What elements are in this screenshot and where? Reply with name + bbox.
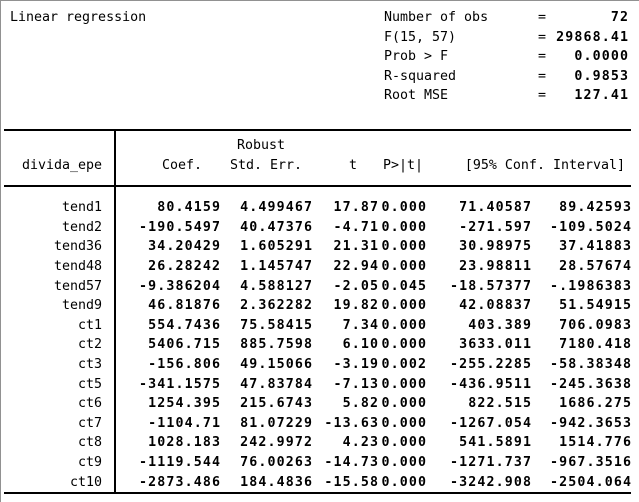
cell-stderr: 885.7598 (240, 337, 314, 353)
cell-ci-upper: -.1986383 (549, 278, 633, 294)
stat-row-f-stat (384, 28, 631, 48)
cell-varname: ct10 (69, 474, 102, 490)
cell-ci-upper: -245.3638 (549, 376, 633, 392)
cell-coef: -2873.486 (138, 474, 222, 490)
cell-stderr: 47.83784 (240, 376, 314, 392)
stat-label: F(15, 57) (384, 29, 457, 45)
stat-row-r-squared (384, 67, 631, 87)
equals-sign: = (538, 49, 547, 65)
cell-varname: tend48 (53, 258, 102, 274)
cell-varname: ct8 (77, 435, 102, 451)
cell-ci-upper: 51.54915 (559, 298, 633, 314)
cell-coef: 1254.395 (148, 396, 222, 412)
stat-label: R-squared (384, 68, 457, 84)
cell-stderr: 1.145747 (240, 258, 314, 274)
cell-p: 0.000 (381, 415, 428, 431)
cell-coef: 5406.715 (148, 337, 222, 353)
coefficient-table (4, 129, 631, 494)
cell-ci-lower: -436.9511 (449, 376, 533, 392)
stat-value: 29868.41 (556, 29, 630, 45)
cell-coef: 46.81876 (148, 298, 222, 314)
cell-varname: ct2 (77, 337, 102, 353)
cell-coef: -341.1575 (138, 376, 222, 392)
cell-t: -7.13 (333, 376, 380, 392)
table-row (4, 277, 631, 297)
cell-p: 0.000 (381, 376, 428, 392)
cell-ci-upper: 28.57674 (559, 258, 633, 274)
cell-ci-upper: -942.3653 (549, 415, 633, 431)
cell-p: 0.000 (381, 337, 428, 353)
table-row (4, 296, 631, 316)
cell-ci-lower: -271.597 (459, 219, 533, 235)
stat-label: Number of obs (384, 10, 489, 25)
cell-t: -3.19 (333, 356, 380, 372)
cell-varname: tend9 (61, 298, 102, 314)
cell-varname: ct5 (77, 376, 102, 392)
cell-ci-upper: 37.41883 (559, 239, 633, 255)
cell-stderr: 4.588127 (240, 278, 314, 294)
cell-stderr: 215.6743 (240, 396, 314, 412)
cell-coef: -190.5497 (138, 219, 222, 235)
cell-ci-lower: 23.98811 (459, 258, 533, 274)
equals-sign: = (538, 88, 547, 104)
table-row (4, 394, 631, 414)
cell-varname: ct9 (77, 454, 102, 470)
cell-ci-upper: 89.42593 (559, 200, 633, 216)
stat-value: 127.41 (574, 88, 630, 104)
cell-ci-upper: -58.38348 (549, 356, 633, 372)
cell-varname: ct3 (77, 356, 102, 372)
table-row (4, 257, 631, 277)
table-header (4, 131, 631, 187)
table-row (4, 335, 631, 355)
cell-stderr: 76.00263 (240, 454, 314, 470)
cell-ci-upper: -109.5024 (549, 219, 633, 235)
cell-p: 0.045 (381, 278, 428, 294)
table-row (4, 237, 631, 257)
cell-coef: 554.7436 (148, 317, 222, 333)
depvar-header: divida_epe (21, 157, 102, 173)
cell-ci-upper: 1514.776 (559, 435, 633, 451)
cell-stderr: 81.07229 (240, 415, 314, 431)
table-header-columns-row (4, 156, 631, 176)
cell-varname: tend36 (53, 239, 102, 255)
cell-varname: tend2 (61, 219, 102, 235)
cell-stderr: 1.605291 (240, 239, 314, 255)
cell-stderr: 4.499467 (240, 200, 314, 216)
cell-t: -4.71 (333, 219, 380, 235)
cell-ci-lower: -3242.908 (449, 474, 533, 490)
col-header-conf-interval: [95% Conf. Interval] (464, 157, 625, 173)
cell-ci-lower: -1271.737 (449, 454, 533, 470)
stat-label: Prob > F (384, 49, 449, 65)
cell-coef: 80.4159 (157, 200, 222, 216)
cell-stderr: 242.9972 (240, 435, 314, 451)
cell-p: 0.000 (381, 396, 428, 412)
stat-value: 0.9853 (574, 68, 630, 84)
cell-p: 0.000 (381, 258, 428, 274)
cell-ci-lower: 71.40587 (459, 200, 533, 216)
cell-ci-upper: 7180.418 (559, 337, 633, 353)
cell-ci-lower: 541.5891 (459, 435, 533, 451)
cell-t: 19.82 (333, 298, 380, 314)
cell-t: 5.82 (342, 396, 380, 412)
cell-coef: 34.20429 (148, 239, 222, 255)
cell-coef: -9.386204 (138, 278, 222, 294)
equals-sign: = (538, 10, 547, 25)
cell-p: 0.000 (381, 219, 428, 235)
cell-t: -15.58 (324, 474, 380, 490)
table-vertical-rule (114, 131, 116, 494)
cell-t: 21.31 (333, 239, 380, 255)
cell-ci-upper: 706.0983 (559, 317, 633, 333)
regression-title: Linear regression (10, 10, 147, 25)
cell-ci-lower: -1267.054 (449, 415, 533, 431)
cell-ci-lower: 403.389 (468, 317, 533, 333)
cell-p: 0.002 (381, 356, 428, 372)
cell-varname: ct7 (77, 415, 102, 431)
cell-ci-lower: 30.98975 (459, 239, 533, 255)
cell-t: -13.63 (324, 415, 380, 431)
cell-coef: -1119.544 (138, 454, 222, 470)
stat-row-number-of-obs (384, 8, 631, 28)
stat-value: 0.0000 (574, 49, 630, 65)
cell-varname: tend57 (53, 278, 102, 294)
cell-t: 4.23 (342, 435, 380, 451)
cell-coef: 1028.183 (148, 435, 222, 451)
robust-label: Robust (236, 138, 285, 153)
table-row (4, 453, 631, 473)
cell-t: 6.10 (342, 337, 380, 353)
cell-varname: ct1 (77, 317, 102, 333)
cell-stderr: 49.15066 (240, 356, 314, 372)
stat-label: Root MSE (384, 88, 449, 104)
table-row (4, 414, 631, 434)
cell-varname: tend1 (61, 200, 102, 216)
table-row (4, 316, 631, 336)
cell-ci-lower: 3633.011 (459, 337, 533, 353)
table-row (4, 433, 631, 453)
cell-t: 22.94 (333, 258, 380, 274)
cell-stderr: 40.47376 (240, 219, 314, 235)
table-row (4, 218, 631, 238)
cell-varname: ct6 (77, 396, 102, 412)
cell-p: 0.000 (381, 239, 428, 255)
table-row (4, 473, 631, 493)
table-row (4, 355, 631, 375)
stat-value: 72 (610, 10, 630, 25)
cell-stderr: 75.58415 (240, 317, 314, 333)
cell-t: -14.73 (324, 454, 380, 470)
equals-sign: = (538, 68, 547, 84)
col-header-p: P>|t| (382, 157, 423, 173)
cell-ci-lower: -255.2285 (449, 356, 533, 372)
cell-ci-upper: -2504.064 (549, 474, 633, 490)
cell-p: 0.000 (381, 298, 428, 314)
cell-coef: -1104.71 (148, 415, 222, 431)
cell-ci-lower: 822.515 (468, 396, 533, 412)
cell-ci-lower: -18.57377 (449, 278, 533, 294)
cell-p: 0.000 (381, 435, 428, 451)
table-row (4, 198, 631, 218)
cell-stderr: 184.4836 (240, 474, 314, 490)
cell-coef: -156.806 (148, 356, 222, 372)
equals-sign: = (538, 29, 547, 45)
cell-coef: 26.28242 (148, 258, 222, 274)
table-header-robust-row (4, 136, 631, 156)
stat-row-prob-f (384, 47, 631, 67)
table-body (4, 187, 631, 494)
col-header-coef: Coef. (161, 157, 202, 173)
cell-t: -2.05 (333, 278, 380, 294)
cell-ci-lower: 42.08837 (459, 298, 533, 314)
cell-p: 0.000 (381, 317, 428, 333)
cell-stderr: 2.362282 (240, 298, 314, 314)
cell-p: 0.000 (381, 474, 428, 490)
cell-p: 0.000 (381, 200, 428, 216)
cell-t: 17.87 (333, 200, 380, 216)
col-header-t: t (348, 157, 357, 173)
cell-p: 0.000 (381, 454, 428, 470)
cell-ci-upper: -967.3516 (549, 454, 633, 470)
model-stats-block (384, 8, 631, 106)
table-row (4, 375, 631, 395)
cell-ci-upper: 1686.275 (559, 396, 633, 412)
col-header-stderr: Std. Err. (229, 157, 302, 173)
cell-t: 7.34 (342, 317, 380, 333)
stat-row-root-mse (384, 86, 631, 106)
